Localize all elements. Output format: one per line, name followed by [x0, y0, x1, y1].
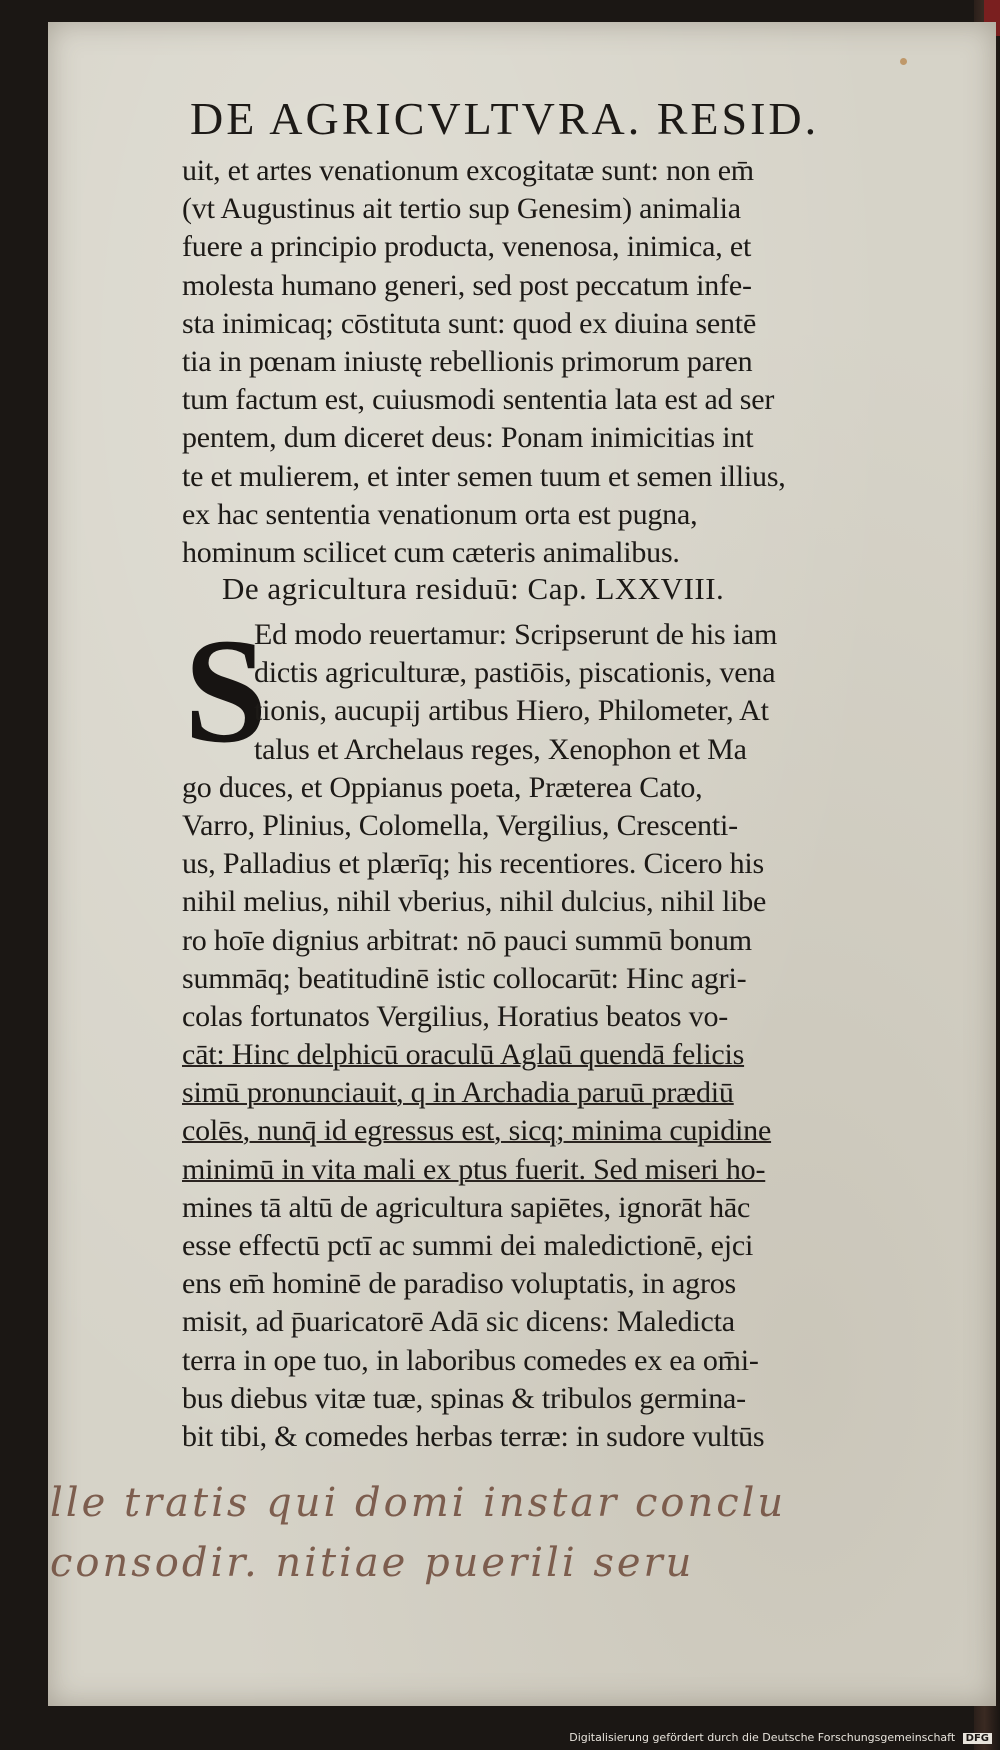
text-line: nihil melius, nihil vberius, nihil dulcius, nihil libe — [182, 885, 767, 919]
text-line: pentem, dum diceret deus: Ponam inimicitias int — [182, 421, 754, 455]
text-line: bit tibi, & comedes herbas terræ: in sudore vultūs — [182, 1419, 765, 1453]
text-line: misit, ad p̄uaricatorē Adā sic dicens: Maledicta — [182, 1305, 735, 1339]
text-line: fuere a principio producta, venenosa, inimica, et — [182, 230, 752, 264]
text-line: ex hac sententia venationum orta est pugna, — [182, 497, 698, 531]
running-title: DE AGRICVLTVRA. RESID. — [190, 93, 820, 144]
handwritten-marginalia: consodir. nitiae puerili seru — [50, 1540, 695, 1586]
text-line: tia in pœnam iniustę rebellionis primorum paren — [182, 344, 753, 378]
text-line: hominum scilicet cum cæteris animalibus. — [182, 535, 680, 569]
text-block-body — [182, 608, 952, 1456]
chapter-heading: De agricultura residuū: Cap. LXXVIII. — [222, 571, 725, 606]
text-line: Ed modo reuertamur: Scripserunt de his iam — [254, 618, 778, 651]
text-line: te et mulierem, et inter semen tuum et semen illius, — [182, 459, 786, 493]
text-line: colas fortunatos Vergilius, Horatius beatos vo- — [182, 999, 729, 1033]
text-line: bus diebus vitæ tuæ, spinas & tribulos germina- — [182, 1381, 746, 1415]
text-line: us, Palladius et plærīq; his recentiores. Cicero his — [182, 847, 764, 881]
handwritten-marginalia: lle tratis qui domi instar conclu — [50, 1480, 787, 1526]
text-line: dictis agriculturæ, pastiōis, piscationis, vena — [254, 656, 776, 690]
text-line: sta inimicaq; cōstituta sunt: quod ex diuina sentē — [182, 306, 757, 340]
digitization-credit — [569, 1731, 992, 1744]
text-line: terra in ope tuo, in laboribus comedes ex ea om̄i- — [182, 1343, 759, 1377]
text-line: tum factum est, cuiusmodi sententia lata est ad ser — [182, 383, 775, 417]
text-line: summāq; beatitudinē istic collocarūt: Hinc agri- — [182, 961, 747, 995]
underlined-text-line: simū pronunciauit, q in Archadia paruū prædiū — [182, 1076, 734, 1110]
text-line: talus et Archelaus reges, Xenophon et Ma — [254, 732, 747, 766]
text-block-top — [182, 152, 952, 572]
text-line: ens em̄ hominē de paradiso voluptatis, in agros — [182, 1267, 737, 1301]
credit-text: Digitalisierung gefördert durch die Deutsche Forschungsgemeinschaft — [569, 1731, 956, 1744]
underlined-text-line: minimū in vita mali ex ptus fuerit. Sed miseri ho- — [182, 1152, 766, 1186]
underlined-text-line: colēs, nunq̄ id egressus est, sicq; minima cupidine — [182, 1114, 772, 1148]
text-line: esse effectū pctī ac summi dei maledictionē, ejci — [182, 1229, 754, 1262]
text-line: go duces, et Oppianus poeta, Præterea Cato, — [182, 770, 703, 804]
underlined-text-line: cāt: Hinc delphicū oraculū Aglaū quendā felicis — [182, 1038, 745, 1072]
text-line: mines tā altū de agricultura sapiētes, ignorāt hāc — [182, 1190, 751, 1224]
text-line: (vt Augustinus ait tertio sup Genesim) animalia — [182, 192, 741, 226]
text-line: molesta humano generi, sed post peccatum infe- — [182, 268, 752, 302]
dfg-logo: DFG — [963, 1733, 992, 1744]
ink-stain — [900, 58, 907, 65]
text-line: ro hoīe dignius arbitrat: nō pauci summū bonum — [182, 923, 752, 957]
text-line: Varro, Plinius, Colomella, Vergilius, Crescenti- — [182, 808, 738, 842]
text-line: tionis, aucupij artibus Hiero, Philometer, At — [254, 694, 769, 728]
drop-cap: S — [184, 608, 268, 774]
text-line: uit, et artes venationum excogitatæ sunt: non em̄ — [182, 154, 754, 187]
